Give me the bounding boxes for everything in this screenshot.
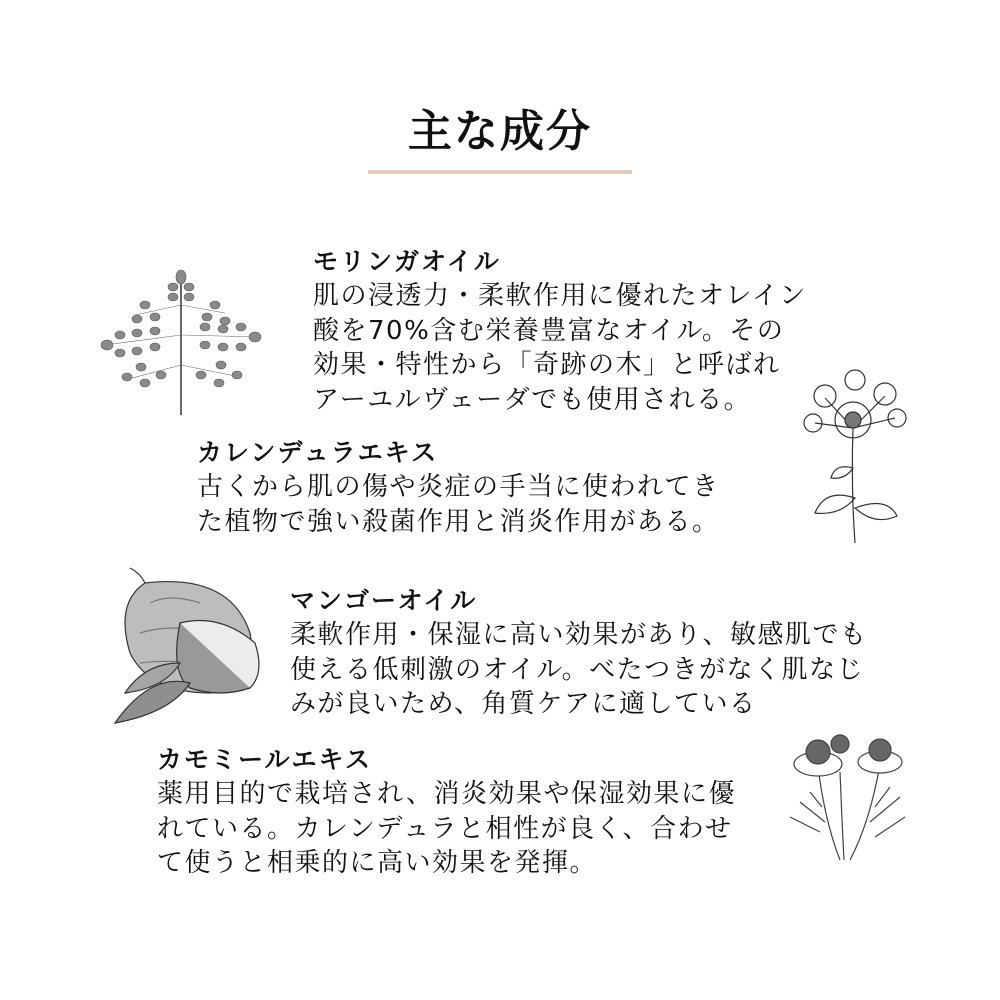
description-line: 効果・特性から「奇跡の木」と呼ばれ xyxy=(313,350,781,380)
title-underline xyxy=(368,170,632,174)
description-line: て使うと相乗的に高い効果を発揮。 xyxy=(157,848,598,878)
ingredient-mango xyxy=(290,584,868,722)
page-title: 主な成分 xyxy=(408,106,592,157)
ingredient-chamomile xyxy=(157,743,736,881)
description-line: 柔軟作用・保湿に高い効果があり、敏感肌でも xyxy=(290,620,868,650)
moringa-leaf-icon xyxy=(95,265,267,425)
description-line: れている。カレンデュラと相性が良く、合わせ xyxy=(157,813,733,844)
ingredient-name: カモミールエキス xyxy=(157,745,373,774)
ingredient-name: マンゴーオイル xyxy=(290,586,478,615)
description-line: 酸を70%含む栄養豊富なオイル。その xyxy=(313,315,785,346)
description-line: 肌の浸透力・柔軟作用に優れたオレイン xyxy=(313,281,807,311)
description-line: た植物で強い殺菌作用と消炎作用がある。 xyxy=(197,506,720,537)
mango-icon xyxy=(110,563,270,728)
description-line: 使える低刺激のオイル。べたつきがなく肌なじ xyxy=(290,654,865,685)
ingredient-moringa xyxy=(313,245,807,417)
description-line: アーユルヴェーダでも使用される。 xyxy=(313,384,752,415)
ingredient-calendula xyxy=(197,436,720,539)
chamomile-flower-icon xyxy=(780,722,912,862)
calendula-flower-icon xyxy=(795,368,913,548)
description-line: 古くから肌の傷や炎症の手当に使われてき xyxy=(197,472,720,502)
description-line: みが良いため、角質ケアに適している xyxy=(290,689,757,719)
ingredient-name: モリンガオイル xyxy=(313,247,501,276)
description-line: 薬用目的で栽培され、消炎効果や保湿効果に優 xyxy=(157,779,737,809)
ingredient-name: カレンデュラエキス xyxy=(197,438,439,467)
